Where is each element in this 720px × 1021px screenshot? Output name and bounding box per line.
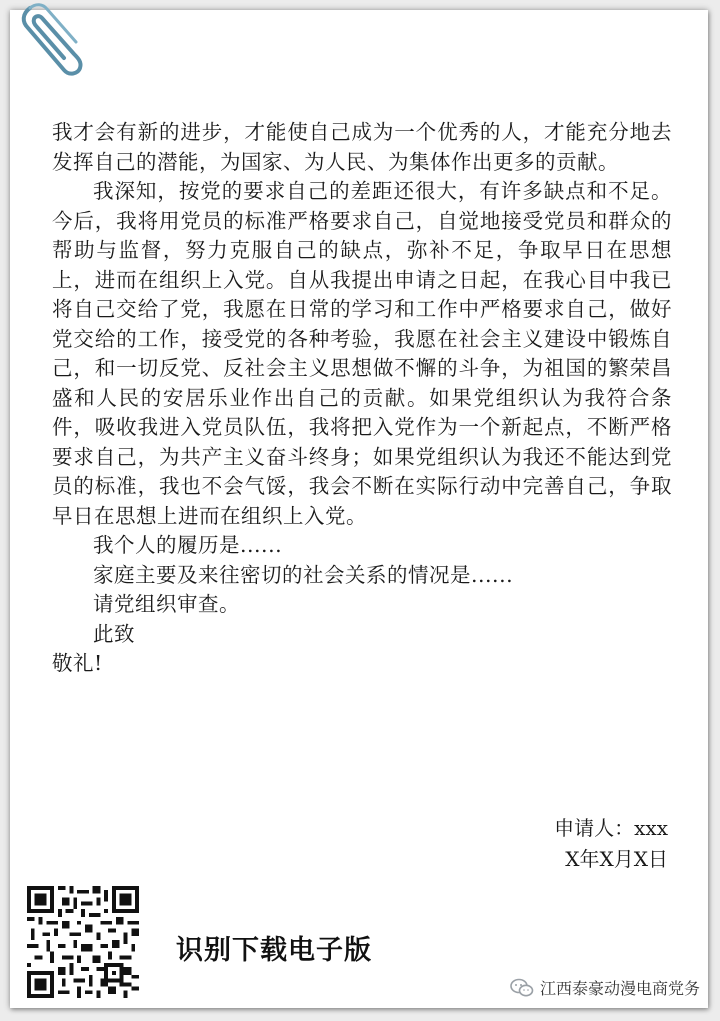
letter-paragraph: 我才会有新的进步，才能使自己成为一个优秀的人，才能充分地去发挥自己的潜能，为国家、为人民、为集体作出更多的贡献。	[52, 120, 672, 174]
letter-paragraph: 家庭主要及来往密切的社会关系的情况是......	[93, 562, 514, 587]
letter-paragraph: 敬礼!	[52, 651, 103, 675]
paperclip-icon	[16, 0, 86, 80]
letter-paragraph: 此致	[93, 621, 135, 646]
applicant-line: 申请人：xxx	[554, 816, 668, 840]
wechat-icon	[510, 978, 534, 998]
date-line: X年X月X日	[565, 847, 668, 871]
letter-paragraph: 请党组织审查。	[93, 592, 240, 616]
letter-paragraph: 我深知，按党的要求自己的差距还很大，有许多缺点和不足。今后，我将用党员的标准严格要求自己，自觉地接受党员和群众的帮助与监督，努力克服自己的缺点，弥补不足，争取早日在思想上，进而在组织上入党。自从我提出申请之日起，在我心目中我已将自己交给了党，我愿在日常的学习和工作中严格要求自己，做好党交给的工作，接受党的各种考验，我愿在社会主义建设中锻炼自己，和一切反党、反社会主义思想做不懈的斗争，为祖国的繁荣昌盛和人民的安居乐业作出自己的贡献。如果党组织认为我符合条件，吸收我进入党员队伍，我将把入党作为一个新起点，不断严格要求自己，为共产主义奋斗终身；如果党组织认为我还不能达到党员的标准，我也不会气馁，我会不断在实际行动中完善自己，争取早日在思想上进而在组织上入党。	[52, 179, 672, 528]
account-watermark	[510, 976, 700, 999]
letter-body	[52, 118, 672, 679]
account-name: 江西泰豪动漫电商党务	[539, 979, 700, 998]
download-caption: 识别下载电子版	[176, 935, 372, 966]
letter-paragraph: 我个人的履历是......	[93, 533, 283, 557]
qr-code-icon[interactable]	[24, 886, 142, 998]
signature-block	[554, 813, 668, 875]
